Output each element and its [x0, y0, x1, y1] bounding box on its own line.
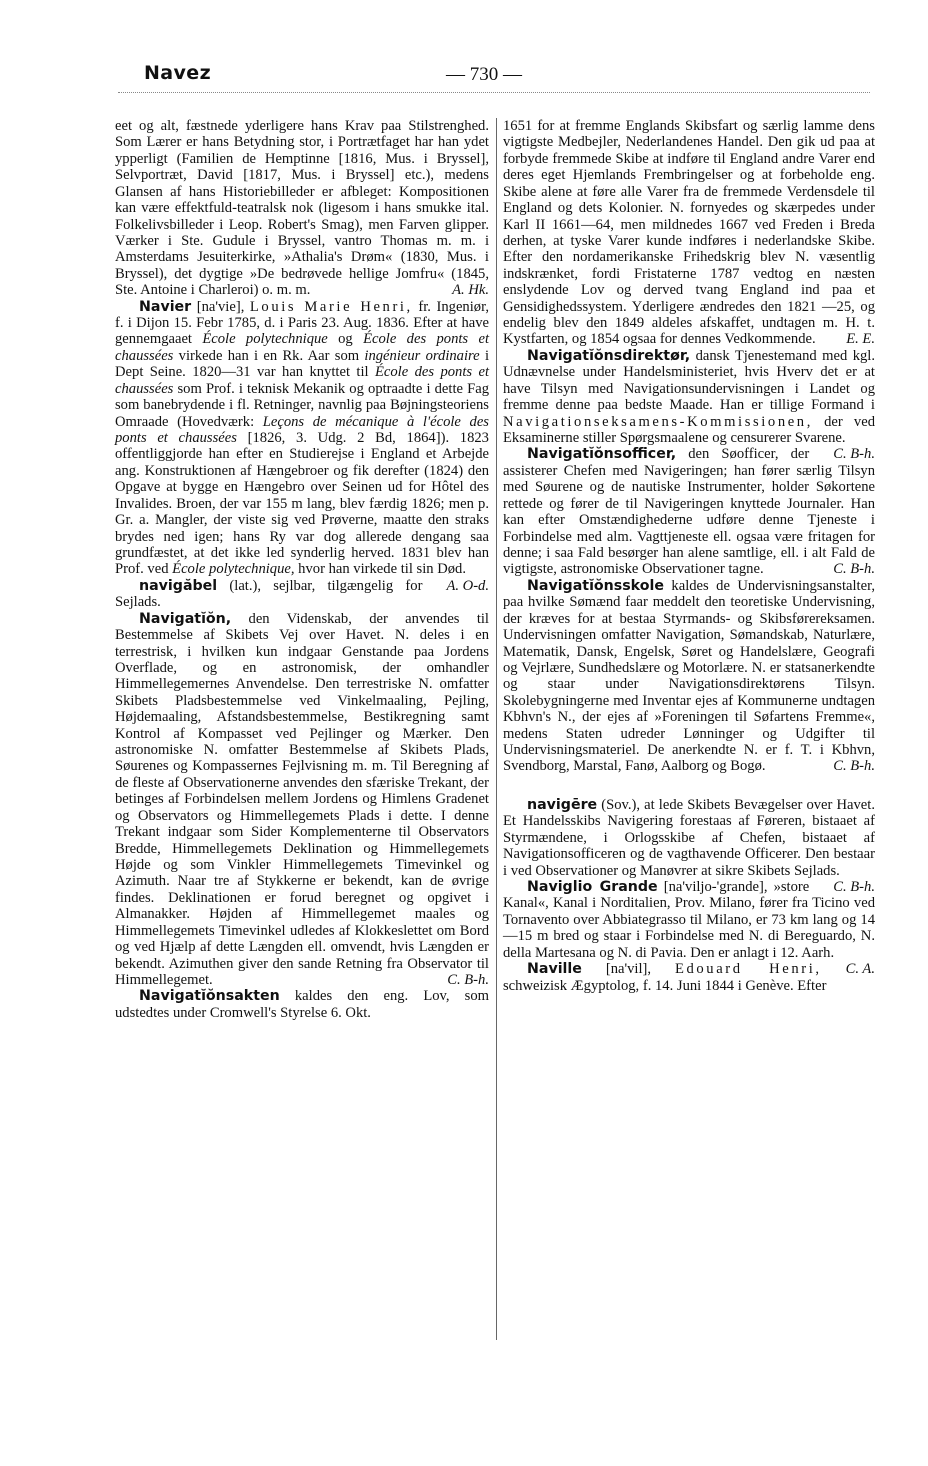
author-signature: E. E.: [846, 331, 875, 348]
headword-navigere: navigēre: [527, 796, 598, 813]
page-header: [0, 56, 928, 96]
page-number: — 730 —: [446, 64, 522, 85]
right-column: [503, 118, 875, 994]
entry-navier: Navier [na'vie], Louis Marie Henri, fr. Ingeniør, f. i Dijon 15. Febr 1785, d. i Paris 23. Aug. 1836. Efter at have gennemgaaet École polytechnique og École des ponts et chaussées virkede han i en Rk. Aar som ingénieur ordinaire i Dept Seine. 1820—31 var han knyttet til École des ponts et chaussées som Prof. i teknisk Mekanik og optraadte i dette Fag som banebrydende i fl. Retninger, navnlig paa Bøjningsteoriens Omraade (Hovedværk: Leçons de mécanique à l'école des ponts et chaussées [1826, 3. Udg. 2 Bd, 1864]). 1823 offentliggjorde han efter en Studierejse i England et Arbejde ang. Konstruktionen af Hængebroer og fik derefter (1824) den Opgave at bygge en Hængebro over Seinen ud for Hôtel des Invalides. Broen, der var 155 m lang, blev færdig 1826; men p. Gr. a. Mangler, der viste sig ved Prøverne, maatte den straks brydes ned igen; hans Ry var dog allerede dengang saa grundfæstet, at det ikke led synderlig herved. 1831 blev han Prof. ved École polytechnique, hvor han virkede til sin Død. A. O-d.: [115, 298, 489, 594]
author-signature: C. B-h.: [447, 971, 489, 988]
spaced-name: Navigationseksamens-Kommissionen,: [503, 413, 813, 430]
left-column: [115, 118, 489, 1021]
entry-navez-continued: eet og alt, fæstnede yderligere hans Krav paa Stilstrenghed. Som Lærer er hans Betydning stor, i Portrætfaget har han ydet ypperligt (Familien de Hemptinne [1816, Mus. i Bryssel], Selvportræt, David [1817, Mus. i Bryssel] etc.), medens Glansen af hans Historiebilleder er afbleget: Kompositionen kan være effektfuld-teatralsk nok (ligesom i hans smukke ital. Folkelivsbilleder i Leop. Robert's Smag), men Farven glipper. Værker i Ste. Gudule i Bryssel, vantro Thomas m. m. i Amsterdams Jesuiterkirke, »Athalia's Drøm« (1830, Mus. i Bryssel), det dygtige »De bedrøvede hellige Jomfru« (1845, Ste. Antoine i Charleroi) o. m. m. A. Hk.: [115, 118, 489, 299]
headword-navigationsakten: Navigatĭŏnsakten: [139, 988, 280, 1005]
entry-navigationsdirektor: Navigatĭŏnsdirektør, dansk Tjenestemand med kgl. Udnævnelse under Handelsministeriet, hvis Hverv det er at have Tilsyn med Navigationsundervisningen i Landet og fremme denne paa bedste Maade. Han er tillige Formand i Navigationseksamens-Kommissionen, der ved Eksaminerne stiller Spørgsmaalene og censurerer Svarene. C. B-h.: [503, 347, 875, 463]
author-signature: C. B-h.: [833, 878, 875, 895]
author-signature: C. B-h.: [833, 561, 875, 578]
author-signature: A. O-d.: [446, 577, 489, 594]
entry-navigationsakten-continued: 1651 for at fremme Englands Skibsfart og særlig lamme dens vigtigste Medbejler, Nederlandenes Handel. Den gik ud paa at forbyde fremmede Skibe at indføre til England andre Varer end deres eget Hjemlands Frembringelser og at forbeholde eng. Skibe alene at føre alle Varer fra de fremmede Verdensdele til England og dets Kolonier. N. fornyedes og skærpedes under Karl II 1661—64, men mildnedes 1667 ved Freden i Breda derhen, at tyske Varer kunde indføres i nederlandske Skibe. Efter den nordamerikanske Frihedskrig blev N. væsentlig indskrænket, fordi Fristaterne 1787 vedtog en næsten enslydende Lov og derved tvang England ind paa et Gensidighedssystem. Yderligere ændredes den 1821 —25, og endelig blev den 1849 aldeles afskaffet, undtagen m. H. t. Kystfarten, og 1854 ogsaa for dennes Vedkommende. E. E.: [503, 118, 875, 348]
entry-navigationsakten: Navigatĭŏnsakten kaldes den eng. Lov, som udstedtes under Cromwell's Styrelse 6. Okt.: [115, 988, 489, 1021]
author-signature: C. B-h.: [833, 446, 875, 463]
header-rule: [118, 92, 870, 93]
author-signature: C. B-h.: [833, 758, 875, 775]
headword-naviglio-grande: Naviglio Grande: [527, 878, 658, 895]
author-signature: A. Hk.: [452, 282, 489, 299]
headword-navigationsskole: Navigatĭŏnsskole: [527, 577, 664, 594]
entry-navigationsskole: Navigatĭŏnsskole kaldes de Undervisningsanstalter, paa hvilke Sømænd faar meddelt den teoretiske Undervisning, der kræves for at bestaa Styrmands- og Skibsførereksamen. Undervisningen omfatter Navigation, Sømandskab, Naturlære, Matematik, Dansk, Engelsk, Søret og Handelslære, Geografi og Vejrlære, Sundhedslære og Motorlære. N. er statsanerkendte og staar under Navigationsdirektørens Tilsyn. Skolebygningerne med Inventar ejes af Kommunerne undtagen Kbhvn's N., der ejes af »Foreningen til Søfartens Fremme«, medens Staten udreder Lønninger og Udgifter til Undervisningsmateriel. De anerkendte N. er f. T. i Kbhvn, Svendborg, Marstal, Fanø, Aalborg og Bogø. C. B-h.: [503, 577, 875, 775]
headword-navigationsdirektor: Navigatĭŏnsdirektør,: [527, 347, 691, 364]
entry-naviglio-grande: Naviglio Grande [na'viljo-'grande], »store Kanal«, Kanal i Norditalien, Prov. Milano, fører fra Ticino ved Tornavento over Abbiategrasso til Milano, er 73 km lang og 14—15 m bred og staar i Forbindelse med N. di Bereguardo, N. della Martesana og N. di Pavia. Den er anlagt i 12. Aarh. C. A.: [503, 878, 875, 978]
headword-navigation: Navigatĭŏn,: [139, 610, 232, 627]
entry-navigabel: navigăbel (lat.), sejlbar, tilgængelig for Sejlads.: [115, 577, 423, 611]
entry-navigere: navigēre (Sov.), at lede Skibets Bevægelser over Havet. Et Handelsskibs Navigering forestaas af Føreren, bistaaet af Styrmændene, i Orlogsskibe af Chefen, bistaaet af Navigationsofficeren og de vagthavende Officerer. Den bestaar i ved Observationer og Manøvrer at sikre Skibets Sejlads. C. B-h.: [503, 796, 875, 895]
entry-naville: Naville [na'vil], Edouard Henri, schweizisk Ægyptolog, f. 14. Juni 1844 i Genève. Efter: [503, 961, 827, 994]
running-head: Navez: [144, 62, 212, 84]
headword-navigationsofficer: Navigatĭŏnsofficer,: [527, 446, 677, 463]
entry-navigationsofficer: Navigatĭŏnsofficer, den Søofficer, der assisterer Chefen med Navigeringen; han fører særlig Tilsyn med Søurene og de nautiske Instrumenter, holder Søkortene rettede og fører de til Navigeringen knyttede Journaler. Han kan efter Omstændighederne udføre denne Tjeneste i Forbindelse med alm. Vagttjeneste ell. ogsaa være fritagen for denne; i saa Fald besørger han alene samtlige, ell. i alt Fald de vigtigste, astronomiske Observationer tagne. C. B-h.: [503, 446, 875, 578]
spaced-name: Edouard Henri,: [674, 961, 822, 978]
column-divider: [496, 118, 497, 1340]
entry-navigation: Navigatĭŏn, den Videnskab, der anvendes til Bestemmelse af Skibets Vej over Havet. N. deles i en terrestrisk, i hvilken kun indgaar Genstande paa Jordens Overflade, og en astronomisk, der omhandler Himmellegemernes Anvendelse. Den terrestriske N. omfatter Skibets Pladsbestemmelse ved Vinkelmaaling, Pejling, Højdemaaling, Afstandsbestemmelse, Bestikregning samt Kontrol af Kompasset ved Pejlinger og Mærker. Den astronomiske N. omfatter Bestemmelse af Skibets Plads, Søurenes og Kompassernes Fejlvisning m. m. Til Beregning af de fleste af Observationerne anvendes den sfæriske Trekant, der betinges af Forbindelsen mellem Jordens og Himlens Gradenet og Observators og Himmellegemets Plads i dette. I denne Trekant indgaar som Sider Komplementerne til Observators Bredde, Himmellegemets Deklination og Himmellegemets Højde og som Vinkler Himmellegemets Timevinkel og Azimuth. Naar tre af Stykkerne er bekendt, kan de øvrige findes. Deklinationen er forud beregnet og opgivet i Almanakker. Højden af Himmellegemet maales og Himmellegemets Timevinkel udledes af Klokkeslettet om Bord og ved Hjælp af dette Længden ell. omvendt, hvis Længden er bekendt. Azimuthen giver den sande Retning fra Observator til Himmellegemet. C. B-h.: [115, 610, 489, 988]
headword-navier: Navier: [139, 298, 192, 315]
author-signature: C. A.: [845, 961, 875, 978]
headword-navigabel: navigăbel: [139, 577, 218, 594]
spaced-name: Louis Marie Henri,: [249, 298, 413, 315]
headword-naville: Naville: [527, 961, 582, 978]
